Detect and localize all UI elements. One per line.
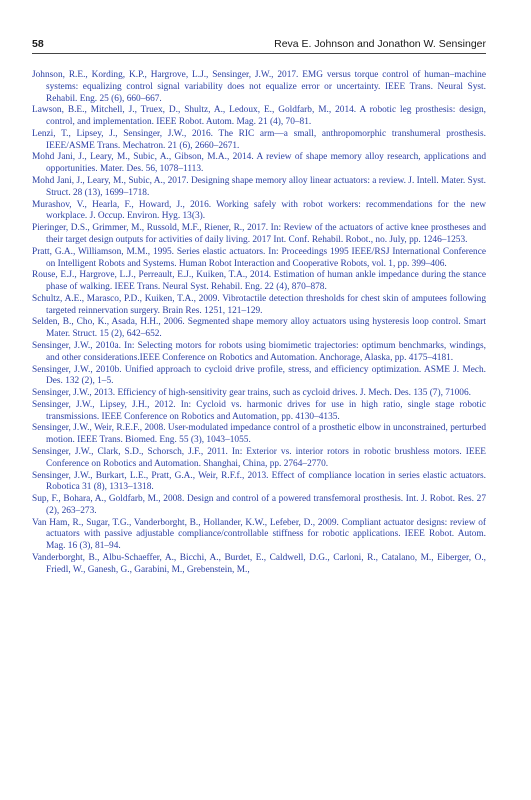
reference-entry[interactable]: Pratt, G.A., Williamson, M.M., 1995. Series elastic actuators. In: Proceedings 1995 IEEE/RSJ International Conference on Intelligent Robots and Systems. Human Robot Interaction and Cooperative Robots, vol. 1, pp. 399–406.: [32, 246, 486, 269]
reference-entry[interactable]: Sensinger, J.W., Clark, S.D., Schorsch, J.F., 2011. In: Exterior vs. interior rotors in robotic brushless motors. IEEE Conference on Robotics and Automation. Shanghai, China, pp. 2764–2770.: [32, 447, 486, 469]
reference-entry[interactable]: Selden, B., Cho, K., Asada, H.H., 2006. Segmented shape memory alloy actuators using hysteresis loop control. Smart Mater. Struct. 15 (2), 642–652.: [32, 317, 486, 340]
reference-entry[interactable]: Sup, F., Bohara, A., Goldfarb, M., 2008. Design and control of a powered transfemoral prosthesis. Int. J. Robot. Res. 27 (2), 263–273.: [32, 494, 486, 516]
reference-entry[interactable]: Lawson, B.E., Mitchell, J., Truex, D., Shultz, A., Ledoux, E., Goldfarb, M., 2014. A robotic leg prosthesis: design, control, and implementation. IEEE Robot. Autom. Mag. 21 (4), 70–81.: [32, 105, 486, 128]
reference-entry[interactable]: Murashov, V., Hearla, F., Howard, J., 2016. Working safely with robot workers: recommendations for the new workplace. J. Occup. Environ. Hyg. 13(3).: [32, 199, 486, 222]
reference-entry[interactable]: Sensinger, J.W., 2010b. Unified approach to cycloid drive profile, stress, and efficiency optimization. ASME J. Mech. Des. 132 (2), 1–5.: [32, 364, 486, 387]
reference-entry[interactable]: Van Ham, R., Sugar, T.G., Vanderborght, B., Hollander, K.W., Lefeber, D., 2009. Compliant actuator designs: review of actuators with passive adjustable compliance/controllable stiffness for robotic applications. IEEE Robot. Autom. Mag. 16 (3), 81–94.: [32, 517, 486, 552]
reference-entry[interactable]: Vanderborght, B., Albu-Schaeffer, A., Bicchi, A., Burdet, E., Caldwell, D.G., Carloni, R., Catalano, M., Eiberger, O., Friedl, W., Ganesh, G., Garabini, M., Grebenstein, M.,: [32, 553, 486, 575]
reference-entry[interactable]: Sensinger, J.W., 2013. Efficiency of high-sensitivity gear trains, such as cycloid drives. J. Mech. Des. 135 (7), 71006.: [32, 388, 471, 399]
page-number: 58: [32, 38, 44, 50]
header-rule: [32, 53, 486, 54]
reference-list: [32, 70, 486, 577]
reference-entry[interactable]: Sensinger, J.W., 2010a. In: Selecting motors for robots using biomimetic trajectories: optimum benchmarks, windings, and other considerations.IEEE Conference on Robotics and Automation. Anchorage, Alaska, pp. 4175–4181.: [32, 340, 486, 363]
page-header: [32, 38, 486, 52]
reference-entry[interactable]: Lenzi, T., Lipsey, J., Sensinger, J.W., 2016. The RIC arm—a small, anthropomorphic transhumeral prosthesis. IEEE/ASME Trans. Mechatron. 21 (6), 2660–2671.: [32, 128, 486, 151]
reference-entry[interactable]: Rouse, E.J., Hargrove, L.J., Perreault, E.J., Kuiken, T.A., 2014. Estimation of human ankle impedance during the stance phase of walking. IEEE Trans. Neural Syst. Rehabil. Eng. 22 (4), 870–878.: [32, 270, 486, 293]
reference-entry[interactable]: Schultz, A.E., Marasco, P.D., Kuiken, T.A., 2009. Vibrotactile detection thresholds for chest skin of amputees following targeted reinnervation surgery. Brain Res. 1251, 121–129.: [32, 293, 486, 316]
reference-entry[interactable]: Johnson, R.E., Kording, K.P., Hargrove, L.J., Sensinger, J.W., 2017. EMG versus torque control of human–machine systems: equalizing control signal variability does not equalize error or uncertainty. IEEE Trans. Neural Syst. Rehabil. Eng. 25 (6), 660–667.: [32, 70, 486, 104]
reference-entry[interactable]: Mohd Jani, J., Leary, M., Subic, A., Gibson, M.A., 2014. A review of shape memory alloy research, applications and opportunities. Mater. Des. 56, 1078–1113.: [32, 152, 486, 175]
reference-entry[interactable]: Sensinger, J.W., Weir, R.E.F., 2008. User-modulated impedance control of a prosthetic elbow in unconstrained, perturbed motion. IEEE Trans. Biomed. Eng. 55 (3), 1043–1055.: [32, 423, 486, 446]
reference-entry[interactable]: Mohd Jani, J., Leary, M., Subic, A., 2017. Designing shape memory alloy linear actuators: a review. J. Intell. Mater. Syst. Struct. 28 (13), 1699–1718.: [32, 176, 486, 198]
reference-entry[interactable]: Sensinger, J.W., Lipsey, J.H., 2012. In: Cycloid vs. harmonic drives for use in high ratio, single stage robotic transmissions. IEEE Conference on Robotics and Automation, pp. 4130–4135.: [32, 399, 486, 422]
reference-entry[interactable]: Pieringer, D.S., Grimmer, M., Russold, M.F., Riener, R., 2017. In: Review of the actuators of active knee prostheses and their target design outputs for activities of daily living. 2017 Int. Conf. Rehabil. Robot., no. July, pp. 1246–1253.: [32, 223, 486, 245]
running-head: Reva E. Johnson and Jonathon W. Sensinger: [274, 38, 486, 50]
reference-entry[interactable]: Sensinger, J.W., Burkart, L.E., Pratt, G.A., Weir, R.F.f., 2013. Effect of compliance location in series elastic actuators. Robotica 31 (8), 1313–1318.: [32, 470, 486, 493]
